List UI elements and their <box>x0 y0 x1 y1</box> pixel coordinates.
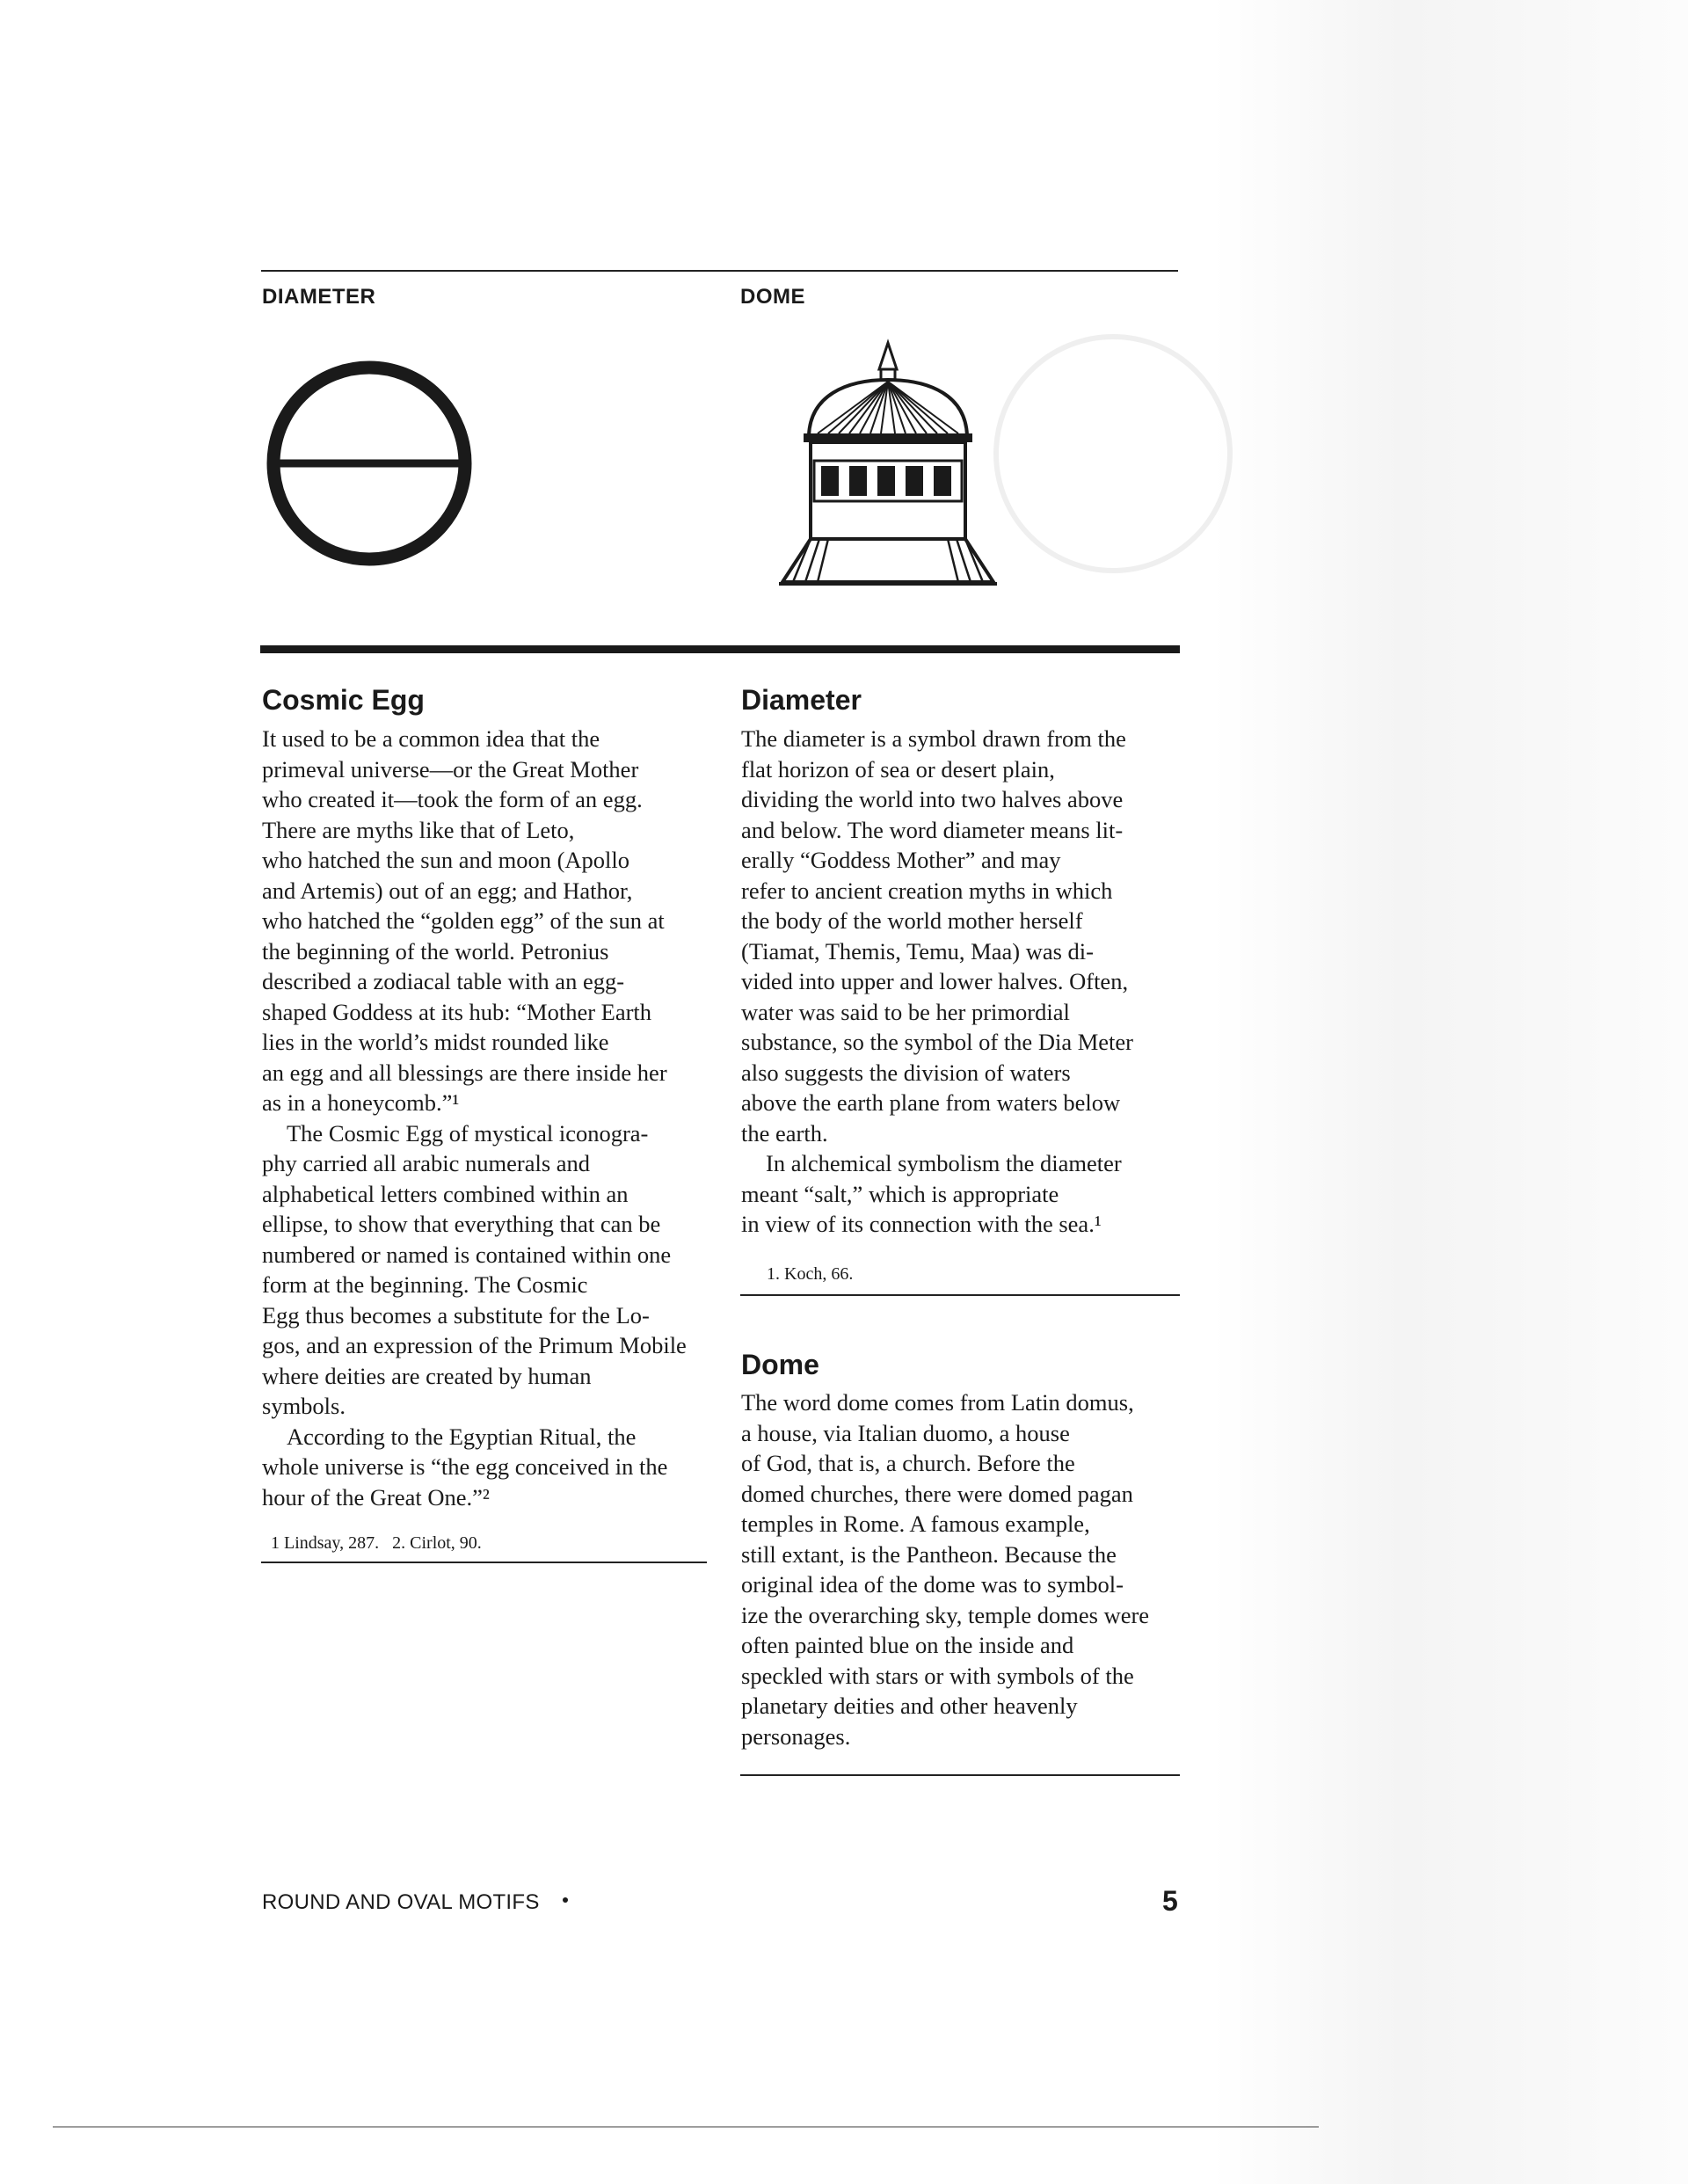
heading-dome: Dome <box>741 1349 819 1380</box>
dome-p1-line: planetary deities and other heavenly <box>741 1693 1078 1719</box>
diameter-p1-line: the body of the world mother herself <box>741 907 1083 934</box>
cosmic-egg-p2-line: gos, and an expression of the Primum Mobile <box>262 1332 687 1358</box>
cosmic-egg-p1-line: who created it—took the form of an egg. <box>262 786 643 812</box>
diameter-p1-line: and below. The word diameter means lit- <box>741 816 1124 843</box>
diameter-p1-line: The diameter is a symbol drawn from the <box>741 725 1126 752</box>
diameter-p1-line: refer to ancient creation myths in which <box>741 877 1113 904</box>
cosmic-egg-p2-line: Egg thus becomes a substitute for the Lo- <box>262 1301 650 1329</box>
diameter-p1-line: vided into upper and lower halves. Often, <box>741 968 1129 994</box>
dome-p1-line: original idea of the dome was to symbol- <box>741 1571 1124 1598</box>
dome-drawing-icon <box>775 334 1022 589</box>
diameter-p1-line: above the earth plane from waters below <box>741 1089 1121 1116</box>
footer-bullet-icon <box>563 1897 568 1903</box>
scan-shadow <box>1213 0 1688 2184</box>
cosmic-egg-p3-line: whole universe is “the egg conceived in the <box>262 1453 668 1480</box>
diameter-p2-line: In alchemical symbolism the diameter <box>766 1150 1122 1176</box>
cosmic-egg-paragraph-2 <box>262 1118 719 1422</box>
dome-p1-line: speckled with stars or with symbols of the <box>741 1662 1134 1689</box>
diameter-end-rule <box>740 1294 1180 1296</box>
dome-p1-line: The word dome comes from Latin domus, <box>741 1389 1134 1416</box>
diameter-p2-line: meant “salt,” which is appropriate <box>741 1180 1059 1207</box>
cosmic-egg-p1-line: who hatched the sun and moon (Apollo <box>262 847 630 873</box>
dome-p1-line: domed churches, there were domed pagan <box>741 1480 1133 1507</box>
dome-p1-line: of God, that is, a church. Before the <box>741 1450 1075 1476</box>
cosmic-egg-end-rule <box>261 1562 707 1563</box>
cosmic-egg-p2-line: phy carried all arabic numerals and <box>262 1150 591 1176</box>
diameter-p1-line: substance, so the symbol of the Dia Meter <box>741 1029 1133 1055</box>
cosmic-egg-p2-line: The Cosmic Egg of mystical iconogra- <box>287 1119 649 1147</box>
diameter-p2-line: in view of its connection with the sea.¹ <box>741 1211 1102 1237</box>
dome-p1-line: ize the overarching sky, temple domes were <box>741 1601 1150 1628</box>
diameter-p1-line: water was said to be her primordial <box>741 998 1070 1025</box>
cosmic-egg-p2-line: symbols. <box>262 1393 346 1419</box>
cosmic-egg-p1-line: lies in the world’s midst rounded like <box>262 1029 609 1055</box>
cosmic-egg-p2-line: form at the beginning. The Cosmic <box>262 1271 588 1298</box>
cosmic-egg-paragraph-3 <box>262 1422 719 1513</box>
cosmic-egg-p1-line: primeval universe—or the Great Mother <box>262 755 639 783</box>
cosmic-egg-p1-line: as in a honeycomb.”¹ <box>262 1089 460 1116</box>
cosmic-egg-p2-line: ellipse, to show that everything that can be <box>262 1211 661 1237</box>
cosmic-egg-body <box>262 724 719 1512</box>
diameter-paragraph-2 <box>741 1148 1198 1240</box>
diameter-p1-line: flat horizon of sea or desert plain, <box>741 755 1055 783</box>
heading-diameter: Diameter <box>741 684 862 716</box>
scan-bottom-edge <box>53 2126 1319 2128</box>
cosmic-egg-p2-line: where deities are created by human <box>262 1362 592 1389</box>
cosmic-egg-p1-line: described a zodiacal table with an egg- <box>262 968 625 994</box>
dome-p1-line: temples in Rome. A famous example, <box>741 1511 1090 1537</box>
diameter-p1-line: erally “Goddess Mother” and may <box>741 847 1061 873</box>
figure-label-dome: DOME <box>740 285 805 309</box>
dome-p1-line: often painted blue on the inside and <box>741 1632 1074 1658</box>
cosmic-egg-p3-line: hour of the Great One.”² <box>262 1483 490 1511</box>
diameter-p1-line: dividing the world into two halves above <box>741 786 1124 812</box>
dome-body <box>741 1387 1198 1751</box>
cosmic-egg-p1-line: and Artemis) out of an egg; and Hathor, <box>262 877 633 904</box>
cosmic-egg-p1-line: the beginning of the world. Petronius <box>262 937 609 965</box>
cosmic-egg-p2-line: numbered or named is contained within one <box>262 1241 672 1268</box>
cosmic-egg-p1-line: an egg and all blessings are there inside her <box>262 1059 667 1086</box>
cosmic-egg-p1-line: It used to be a common idea that the <box>262 725 600 752</box>
figure-label-diameter: DIAMETER <box>262 285 376 309</box>
dome-p1-line: a house, via Italian duomo, a house <box>741 1419 1070 1446</box>
top-rule <box>261 270 1178 272</box>
dome-end-rule <box>740 1774 1180 1776</box>
heading-cosmic-egg: Cosmic Egg <box>262 684 425 716</box>
footer-section-title: ROUND AND OVAL MOTIFS <box>262 1890 540 1914</box>
cosmic-egg-p2-line: alphabetical letters combined within an <box>262 1180 629 1207</box>
diameter-p1-line: the earth. <box>741 1119 828 1147</box>
diameter-body <box>741 724 1198 1240</box>
cosmic-egg-p1-line: who hatched the “golden egg” of the sun at <box>262 907 665 934</box>
bleed-through-wheel <box>993 334 1233 573</box>
page-number: 5 <box>1162 1885 1178 1917</box>
cosmic-egg-p3-line: According to the Egyptian Ritual, the <box>287 1423 637 1450</box>
dome-p1-line: personages. <box>741 1722 851 1750</box>
diameter-p1-line: (Tiamat, Themis, Temu, Maa) was di- <box>741 937 1094 965</box>
diameter-p1-line: also suggests the division of waters <box>741 1059 1071 1086</box>
diameter-notes: 1. Koch, 66. <box>767 1264 854 1284</box>
cosmic-egg-notes: 1 Lindsay, 287. 2. Cirlot, 90. <box>271 1533 482 1553</box>
cosmic-egg-paragraph-1 <box>262 724 719 1118</box>
section-thick-rule <box>260 645 1180 653</box>
cosmic-egg-p1-line: shaped Goddess at its hub: “Mother Earth <box>262 998 652 1025</box>
diameter-circle-icon <box>259 353 479 573</box>
diameter-paragraph-1 <box>741 724 1198 1148</box>
dome-paragraph-1 <box>741 1387 1198 1751</box>
dome-p1-line: still extant, is the Pantheon. Because the <box>741 1540 1117 1568</box>
cosmic-egg-p1-line: There are myths like that of Leto, <box>262 816 575 843</box>
